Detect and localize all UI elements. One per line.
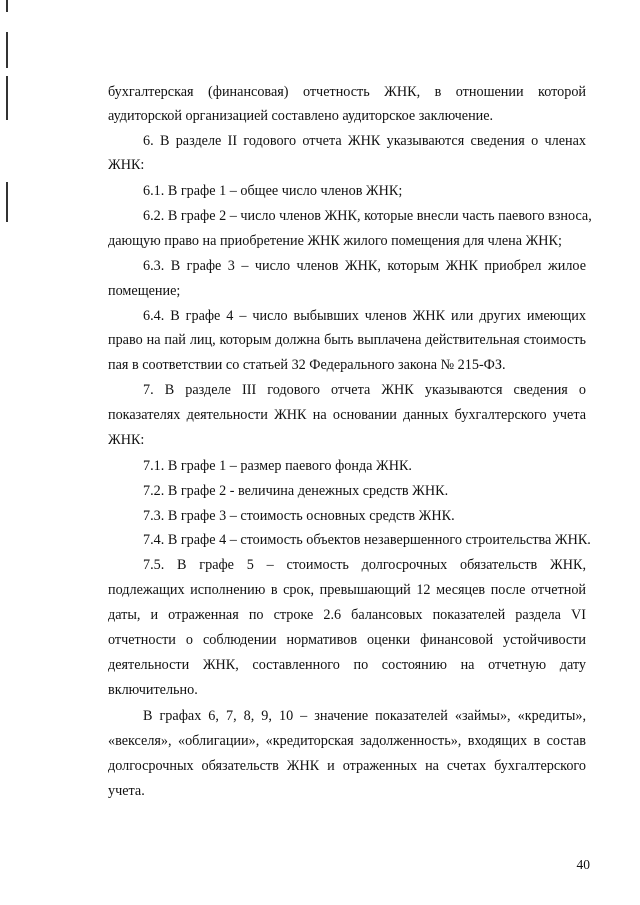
- text-line: 6.1. В графе 1 – общее число членов ЖНК;: [143, 183, 403, 199]
- text-line: 7.1. В графе 1 – размер паевого фонда ЖНК.: [143, 458, 412, 474]
- text-line: долгосрочных обязательств ЖНК и отраженных на счетах бухгалтерского: [108, 758, 586, 774]
- text-line: подлежащих исполнению в срок, превышающий 12 месяцев после отчетной: [108, 582, 586, 598]
- text-line: включительно.: [108, 682, 198, 698]
- text-line: даты, и отраженная по строке 2.6 балансовых показателей раздела VI: [108, 607, 586, 623]
- text-line: деятельности ЖНК, составленного по состоянию на отчетную дату: [108, 657, 586, 673]
- scan-edge-mark: [6, 76, 8, 120]
- text-line: пая в соответствии со статьей 32 Федерального закона № 215-ФЗ.: [108, 357, 506, 373]
- text-line: 7.2. В графе 2 - величина денежных средств ЖНК.: [143, 483, 449, 499]
- text-line: ЖНК:: [108, 157, 145, 173]
- text-line: показателях деятельности ЖНК на основании данных бухгалтерского учета: [108, 407, 586, 423]
- text-line: ЖНК:: [108, 432, 145, 448]
- text-line: В графах 6, 7, 8, 9, 10 – значение показателей «займы», «кредиты»,: [143, 708, 586, 724]
- text-line: 6.3. В графе 3 – число членов ЖНК, которым ЖНК приобрел жилое: [143, 258, 586, 274]
- text-line: 7. В разделе III годового отчета ЖНК указываются сведения о: [143, 382, 586, 398]
- scan-edge-mark: [6, 0, 8, 12]
- text-line: 7.4. В графе 4 – стоимость объектов незавершенного строительства ЖНК.: [143, 532, 591, 548]
- scan-edge-mark: [6, 182, 8, 222]
- scan-edge-mark: [6, 32, 8, 68]
- text-line: 6. В разделе II годового отчета ЖНК указываются сведения о членах: [143, 133, 586, 149]
- text-line: 7.5. В графе 5 – стоимость долгосрочных обязательств ЖНК,: [143, 557, 586, 573]
- text-line: 7.3. В графе 3 – стоимость основных средств ЖНК.: [143, 508, 455, 524]
- text-line: дающую право на приобретение ЖНК жилого помещения для члена ЖНК;: [108, 233, 562, 249]
- text-line: аудиторской организацией составлено аудиторское заключение.: [108, 108, 494, 124]
- text-line: отчетности о соблюдении нормативов оценки финансовой устойчивости: [108, 632, 586, 648]
- text-line: 6.4. В графе 4 – число выбывших членов ЖНК или других имеющих: [143, 308, 586, 324]
- text-line: бухгалтерская (финансовая) отчетность ЖНК, в отношении которой: [108, 84, 586, 100]
- text-line: право на пай лиц, которым должна быть выплачена действительная стоимость: [108, 332, 586, 348]
- text-line: учета.: [108, 783, 145, 799]
- text-line: помещение;: [108, 283, 181, 299]
- text-line: 6.2. В графе 2 – число членов ЖНК, которые внесли часть паевого взноса,: [143, 208, 592, 224]
- page-number: 40: [576, 857, 590, 872]
- text-line: «векселя», «облигации», «кредиторская задолженность», входящих в состав: [108, 733, 586, 749]
